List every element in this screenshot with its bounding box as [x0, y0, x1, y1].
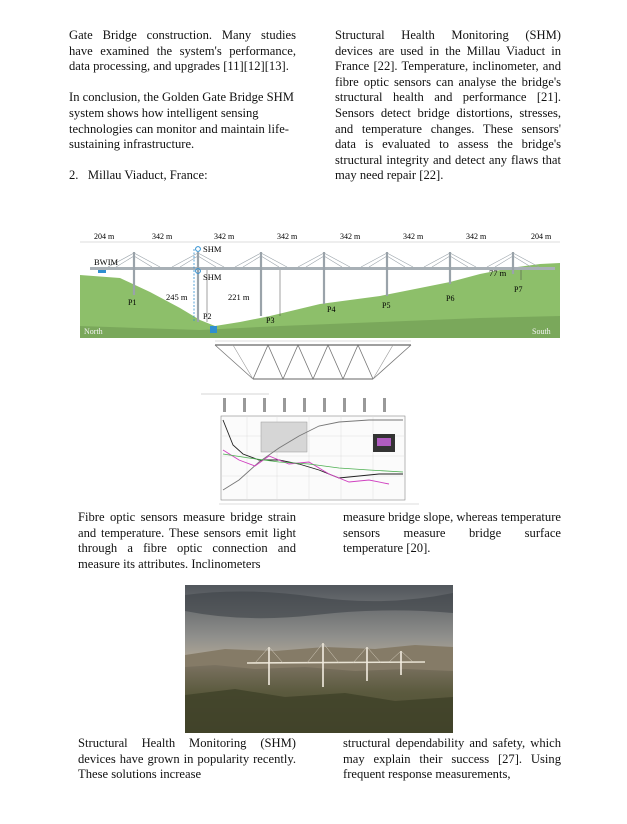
height-label: 77 m [489, 268, 507, 278]
span-label: 204 m [531, 232, 552, 241]
text-column-middle-right [343, 510, 561, 557]
span-label: 342 m [277, 232, 298, 241]
pier-label: P6 [446, 294, 455, 303]
shm-label: SHM [203, 272, 222, 282]
pier-label: P1 [128, 298, 137, 307]
text-column-top-left [69, 28, 296, 184]
span-label: 204 m [94, 232, 115, 241]
span-label: 342 m [214, 232, 235, 241]
truss-web-secondary [233, 345, 393, 379]
pier-label: P4 [327, 305, 336, 314]
paragraph: Structural Health Monitoring (SHM) devices are used in the Millau Viaduct in France [22]. Temperature, inclinometer, and fibre optic sensors can analyse the bridge's structural health and performance [21]. Sensors detect bridge distortions, stresses, and temperature changes. These sensors' data is evaluated to assess the bridge's structural integrity and detect any flaws that may need repair [22]. [335, 28, 561, 183]
paragraph: structural dependability and safety, which may explain their success [27]. Using frequent response measurements, [343, 736, 561, 782]
height-label: 221 m [228, 292, 250, 302]
paragraph: Fibre optic sensors measure bridge strain and temperature. These sensors emit light through a fibre optic connection and measure its attributes. Inclinometers [78, 510, 296, 571]
south-label: South [532, 327, 551, 336]
monitoring-chart [199, 390, 435, 508]
text-column-bottom-right [343, 736, 561, 783]
bwim-sensor [98, 270, 106, 273]
text-column-bottom-left [78, 736, 296, 783]
span-label: 342 m [152, 232, 173, 241]
pier-label: P5 [382, 301, 391, 310]
text-column-top-right [335, 28, 561, 184]
paragraph: measure bridge slope, whereas temperature sensors measure bridge surface temperature [20]. [343, 510, 561, 556]
photo-bridge-deck [247, 662, 425, 663]
shm-base-sensor [210, 326, 217, 333]
truss-web [215, 345, 411, 379]
span-label: 342 m [340, 232, 361, 241]
chart-top-tick-labels [223, 398, 386, 412]
pier-label: P3 [266, 316, 275, 325]
paragraph: In conclusion, the Golden Gate Bridge SHM system shows how intelligent sensing technologies can monitor and maintain life-sustaining infrastructure. [69, 90, 294, 152]
deck-cross-section-drawing [213, 339, 413, 384]
span-label: 342 m [403, 232, 424, 241]
north-label: North [84, 327, 103, 336]
bridge-deck [90, 267, 555, 270]
paragraph: Gate Bridge construction. Many studies have examined the system's performance, data processing, and upgrades [11][12][13]. [69, 28, 296, 74]
shm-label: SHM [203, 244, 222, 254]
pier-label: P2 [203, 312, 212, 321]
pier-label: P7 [514, 285, 523, 294]
chart-legend-inset-highlight [377, 438, 391, 446]
millau-viaduct-photo [185, 585, 453, 733]
section-heading: 2. Millau Viaduct, France: [69, 168, 208, 183]
paragraph: Structural Health Monitoring (SHM) devices have grown in popularity recently. These solutions increase [78, 736, 296, 782]
height-label: 245 m [166, 292, 188, 302]
chart-legend [261, 422, 307, 452]
span-label: 342 m [466, 232, 487, 241]
bwim-label: BWIM [94, 257, 119, 267]
bridge-elevation-figure [80, 230, 560, 338]
text-column-middle-left [78, 510, 296, 572]
